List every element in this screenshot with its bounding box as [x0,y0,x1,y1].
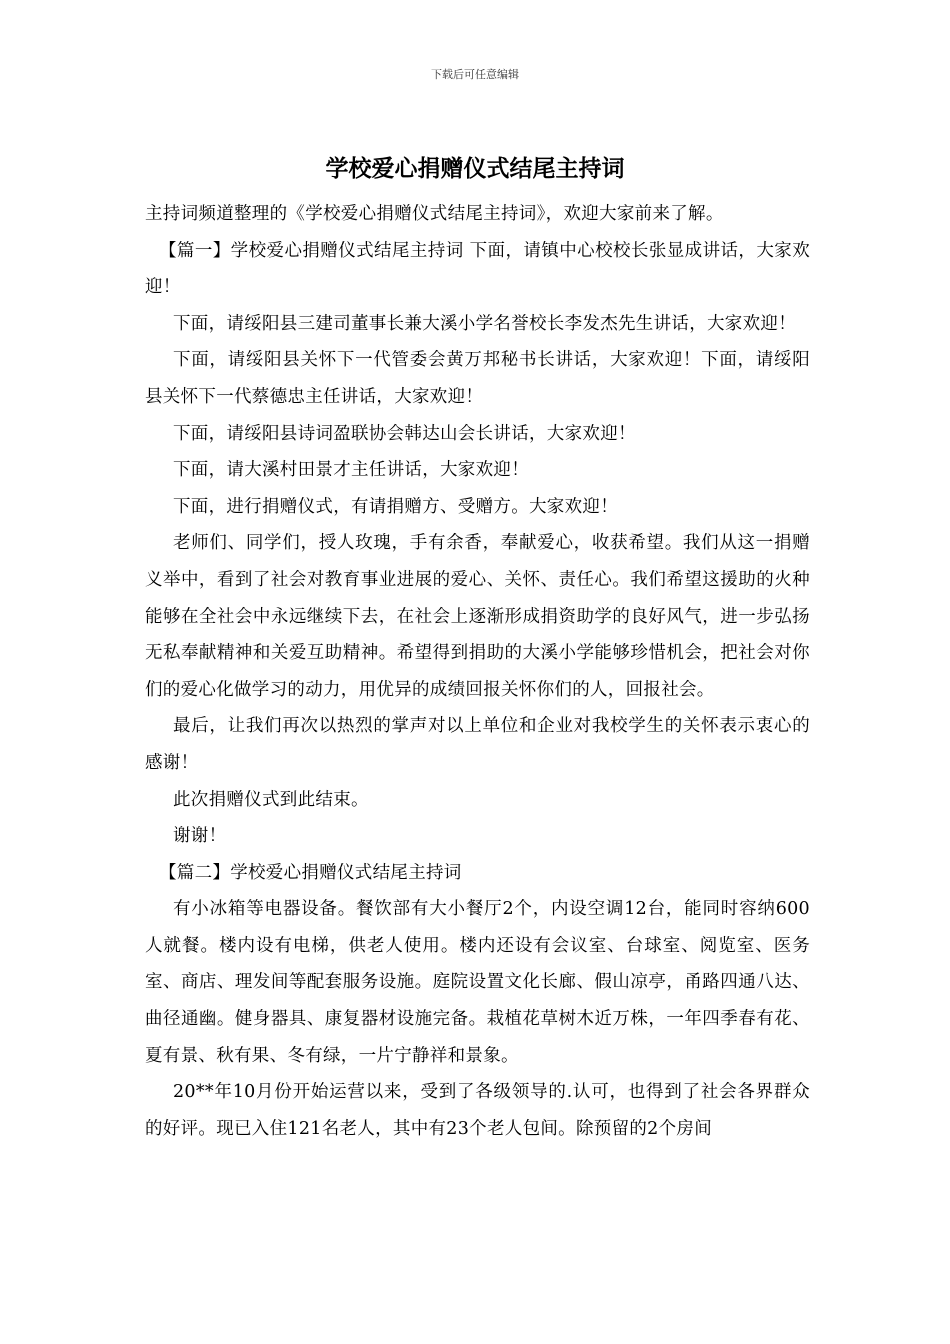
paragraph: 最后，让我们再次以热烈的掌声对以上单位和企业对我校学生的关怀表示衷心的感谢！ [145,716,810,773]
document-title: 学校爱心捐赠仪式结尾主持词 [325,155,625,182]
section-one-heading: 【篇一】学校爱心捐赠仪式结尾主持词 下面，请镇中心校校长张显成讲话，大家欢迎！ [145,240,810,298]
paragraph: 20**年10月份开始运营以来，受到了各级领导的.认可，也得到了社会各界群众的好评。现已入住121名老人，其中有23个老人包间。除预留的2个房间 [145,1082,810,1139]
intro-paragraph: 主持词频道整理的《学校爱心捐赠仪式结尾主持词》，欢迎大家前来了解。 [145,204,724,224]
paragraph: 下面，请大溪村田景才主任讲话，大家欢迎！ [173,460,529,481]
paragraph: 下面，请绥阳县关怀下一代管委会黄万邦秘书长讲话，大家欢迎！下面，请绥阳县关怀下一代蔡德忠主任讲话，大家欢迎！ [145,350,810,407]
paragraph: 下面，请绥阳县三建司董事长兼大溪小学名誉校长李发杰先生讲话，大家欢迎！ [173,313,796,334]
paragraph: 此次捐赠仪式到此结束。 [173,789,369,810]
document-body [145,196,810,1147]
paragraph: 谢谢！ [173,826,227,847]
paragraph: 下面，进行捐赠仪式，有请捐赠方、受赠方。大家欢迎！ [173,496,618,517]
header-note: 下载后可任意编辑 [431,68,519,81]
section-two-heading: 【篇二】学校爱心捐赠仪式结尾主持词 [159,862,462,883]
paragraph: 有小冰箱等电器设备。餐饮部有大小餐厅2个，内设空调12台，能同时容纳600人就餐。楼内设有电梯，供老人使用。楼内还设有会议室、台球室、阅览室、医务室、商店、理发间等配套服务设施。庭院设置文化长廊、假山凉亭，甬路四通八达、曲径通幽。健身器具、康复器材设施完备。栽植花草树木近万株，一年四季春有花、夏有景、秋有果、冬有绿，一片宁静祥和景象。 [145,899,810,1066]
paragraph: 老师们、同学们，授人玫瑰，手有余香，奉献爱心，收获希望。我们从这一捐赠义举中，看到了社会对教育事业进展的爱心、关怀、责任心。我们希望这援助的火种能够在全社会中永远继续下去，在社会上逐渐形成捐资助学的良好风气，进一步弘扬无私奉献精神和关爱互助精神。希望得到捐助的大溪小学能够珍惜机会，把社会对你们的爱心化做学习的动力，用优异的成绩回报关怀你们的人，回报社会。 [145,533,810,700]
paragraph: 下面，请绥阳县诗词盈联协会韩达山会长讲话，大家欢迎！ [173,423,636,444]
